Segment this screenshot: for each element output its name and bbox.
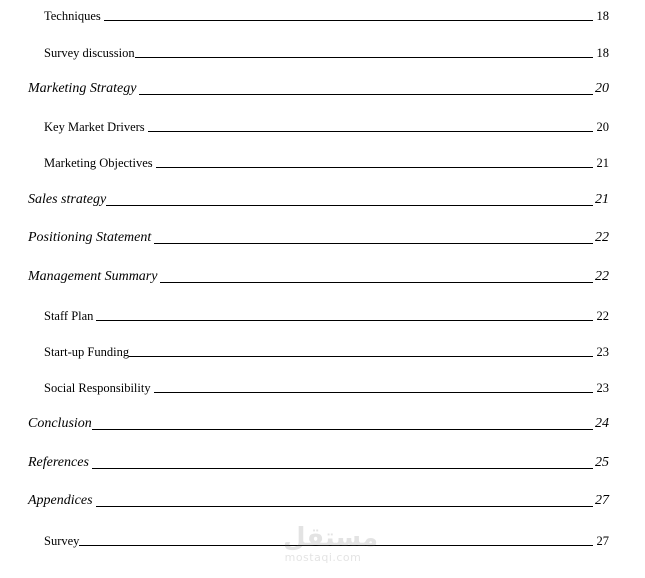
toc-leader-line: [135, 57, 593, 58]
toc-entry-page: 23: [596, 380, 609, 395]
toc-entry-page: 27: [595, 493, 609, 508]
toc-entry-key-market-drivers: [44, 114, 609, 134]
toc-leader-line: [106, 205, 593, 206]
toc-leader-line: [129, 356, 593, 357]
toc-entry-page: 22: [596, 308, 609, 323]
toc-entry-page: 21: [596, 155, 609, 170]
watermark-domain: mostaqi.com: [284, 551, 362, 564]
toc-entry-page: 21: [595, 192, 609, 207]
toc-entry-page: 22: [595, 230, 609, 245]
toc-leader-line: [92, 468, 593, 469]
toc-leader-line: [154, 243, 593, 244]
toc-entry-page: 27: [596, 533, 609, 548]
toc-leader-line: [92, 429, 593, 430]
toc-leader-line: [160, 282, 593, 283]
toc-entry-management-summary: [28, 265, 609, 285]
toc-entry-positioning-statement: [28, 226, 609, 246]
toc-entry-techniques: [44, 3, 609, 23]
toc-entry-start-up-funding: [44, 339, 609, 359]
toc-entry-page: 20: [596, 119, 609, 134]
toc-entry-page: 22: [595, 269, 609, 284]
toc-entry-page: 25: [595, 455, 609, 470]
toc-entry-sales-strategy: [28, 188, 609, 208]
toc-entry-staff-plan: [44, 303, 609, 323]
toc-entry-social-responsibility: [44, 375, 609, 395]
toc-entry-appendices: [28, 489, 609, 509]
toc-leader-line: [139, 94, 593, 95]
toc-leader-line: [104, 20, 593, 21]
toc-entry-marketing-objectives: [44, 150, 609, 170]
toc-entry-label: Survey: [44, 533, 80, 548]
toc-entry-references: [28, 451, 609, 471]
toc-entry-label: Marketing Objectives: [44, 155, 153, 170]
toc-entry-label: Techniques: [44, 8, 101, 23]
toc-leader-line: [96, 506, 593, 507]
toc-leader-line: [156, 167, 593, 168]
toc-entry-page: 24: [595, 416, 609, 431]
toc-entry-page: 23: [596, 344, 609, 359]
toc-entry-label: Positioning Statement: [28, 230, 152, 245]
toc-entry-page: 20: [595, 81, 609, 96]
toc-leader-line: [154, 392, 593, 393]
toc-leader-line: [96, 320, 593, 321]
toc-entry-label: Conclusion: [28, 416, 92, 431]
watermark: [283, 523, 379, 568]
toc-entry-marketing-strategy: [28, 77, 609, 97]
toc-entry-page: 18: [596, 8, 609, 23]
watermark-logo: مستقل: [283, 523, 379, 553]
toc-entry-label: Sales strategy: [28, 192, 107, 207]
toc-leader-line: [148, 131, 593, 132]
toc-entry-label: References: [28, 455, 89, 470]
toc-entry-label: Key Market Drivers: [44, 119, 145, 134]
toc-entry-label: Management Summary: [28, 269, 158, 284]
toc-entry-conclusion: [28, 412, 609, 432]
toc-entry-label: Appendices: [28, 493, 93, 508]
toc-entry-label: Staff Plan: [44, 308, 94, 323]
toc-entry-label: Marketing Strategy: [28, 81, 137, 96]
toc-entry-page: 18: [596, 45, 609, 60]
toc-entry-label: Start-up Funding: [44, 344, 130, 359]
toc-entry-survey-discussion: [44, 40, 609, 60]
toc-entry-label: Social Responsibility: [44, 380, 151, 395]
toc-entry-label: Survey discussion: [44, 45, 135, 60]
